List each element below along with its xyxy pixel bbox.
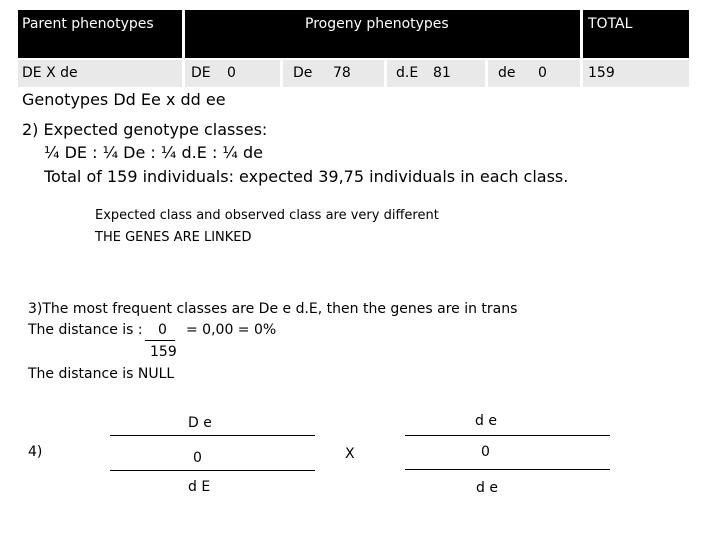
right-mid-value: 0: [481, 444, 490, 460]
left-lower-line: [110, 470, 315, 471]
class-label: DE: [191, 65, 211, 81]
class-label: d.E: [396, 65, 419, 81]
header-parent-cell: [18, 10, 182, 58]
distance-label: The distance is :: [28, 322, 143, 338]
row-class-de2-cell: [488, 60, 580, 87]
header-progeny-cell: [185, 10, 580, 58]
right-bottom-alleles: d e: [476, 480, 498, 496]
right-lower-line: [405, 469, 610, 470]
conclusion-line-1: Expected class and observed class are very different: [95, 208, 439, 223]
distance-numerator: 0: [158, 322, 167, 338]
section3-line-1: 3)The most frequent classes are De e d.E, then the genes are in trans: [28, 301, 518, 317]
class-count: 0: [227, 65, 236, 81]
class-count: 81: [433, 65, 451, 81]
header-total-cell: [583, 10, 689, 58]
header-progeny-label: Progeny phenotypes: [305, 16, 449, 32]
row-parent-cell: [18, 60, 182, 87]
row-class-De-cell: [283, 60, 384, 87]
distance-result: = 0,00 = 0%: [186, 322, 277, 338]
left-top-alleles: D e: [188, 415, 212, 431]
expected-total: Total of 159 individuals: expected 39,75 individuals in each class.: [44, 167, 569, 186]
row-total-cell: [583, 60, 689, 87]
left-upper-line: [110, 435, 315, 436]
row-parent-label: DE X de: [22, 65, 78, 81]
header-parent-label: Parent phenotypes: [22, 16, 154, 32]
left-bottom-alleles: d E: [188, 479, 211, 495]
conclusion-line-2: THE GENES ARE LINKED: [95, 230, 252, 245]
row-class-dE-cell: [387, 60, 485, 87]
section3-line-3: The distance is NULL: [28, 366, 175, 382]
class-count: 0: [538, 65, 547, 81]
class-label: De: [293, 65, 313, 81]
header-total-label: TOTAL: [588, 16, 633, 32]
class-label: de: [498, 65, 516, 81]
fraction-bar: [145, 340, 175, 341]
row-class-de-cell: [185, 60, 280, 87]
right-top-alleles: d e: [475, 413, 497, 429]
genotypes-line: Genotypes Dd Ee x dd ee: [22, 90, 226, 109]
right-upper-line: [405, 435, 610, 436]
row-total-value: 159: [588, 65, 615, 81]
left-mid-value: 0: [193, 450, 202, 466]
expected-heading: 2) Expected genotype classes:: [22, 120, 268, 139]
distance-denominator: 159: [150, 344, 177, 360]
expected-classes: ¼ DE : ¼ De : ¼ d.E : ¼ de: [44, 143, 264, 162]
section4-label: 4): [28, 444, 43, 460]
cross-symbol: X: [345, 446, 355, 462]
class-count: 78: [333, 65, 351, 81]
